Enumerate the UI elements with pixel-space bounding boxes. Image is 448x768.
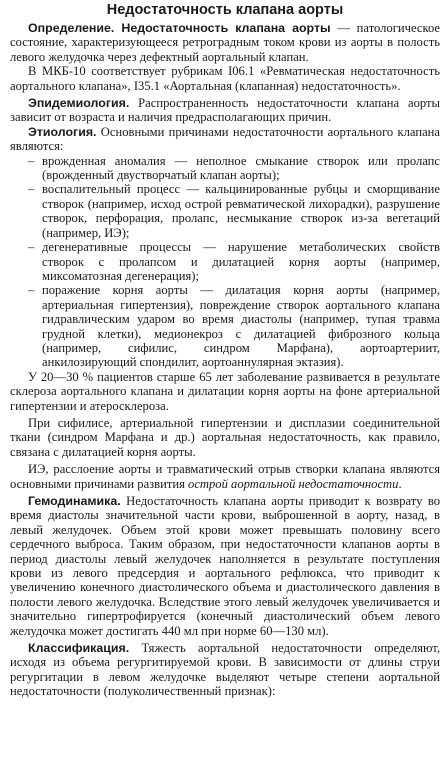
list-dash: – <box>28 153 35 168</box>
acute-text: ИЭ, расслоение аорты и травматический отрыв створки клапана являются основными причинами развития <box>10 462 440 491</box>
classification-label: Классификация. <box>28 641 130 656</box>
page-title: Недостаточность клапана аорты <box>106 2 344 18</box>
syphilis-paragraph: При сифилисе, артериальной гипертензии и дисплазии соединительной ткани (синдром Марфана и др.) аортальная недостаточность, как правило, связана с дилатацией корня аорты. <box>10 415 440 459</box>
list-dash: – <box>28 182 35 197</box>
definition-text: — патологическое состояние, характеризующееся ретроградным током крови из аорты в полость левого желудочка через дефектный аортальный клапан. <box>10 21 440 64</box>
definition-paragraph <box>10 21 440 64</box>
etiology-text: Основными причинами недостаточности аортального клапана являются: <box>10 124 440 154</box>
list-dash: – <box>28 283 35 298</box>
list-item-text: воспалительный процесс — кальцинированные рубцы и сморщивание створок (например, исход острой ревматической лихорадки), разрушение створок, перфорация, пролапс, несмыкание створок из-за вегетаций (например, ИЭ); <box>42 182 440 240</box>
list-item <box>10 283 440 369</box>
age-paragraph: У 20—30 % пациентов старше 65 лет заболевание развивается в результате склероза аортального клапана и дилатации корня аорты на фоне артериальной гипертензии и атеросклероза. <box>10 369 440 413</box>
list-item <box>10 240 440 283</box>
etiology-label: Этиология. <box>28 124 97 139</box>
list-item-text: дегенеративные процессы — нарушение метаболических свойств створок с пролапсом и дилатацией корня аорты (например, миксоматозная дегенерация); <box>42 240 440 283</box>
list-item-text: поражение корня аорты — дилатация корня аорты (например, артериальная гипертензия), повреждение створок аортального клапана гидравлическим ударом во время диастолы (например, тупая травма грудной клетки), медионекроз с дилатацией фиброзного кольца (например, сифилис, синдром Марфана), аортоартериит, анкилозирующий спондилит, аортоаннулярная эктазия). <box>42 283 440 370</box>
list-item <box>10 182 440 240</box>
epidemiology-label: Эпидемиология. <box>28 96 130 111</box>
classification-text: Тяжесть аортальной недостаточности определяют, исходя из объема регургитируемой крови. В зависимости от длины струи регургитации в левом желудочке выделяют четыре степени аортальной недостаточности (полуколичественный признак): <box>10 641 440 699</box>
classification-paragraph <box>10 641 440 699</box>
acute-term: острой аортальной недостаточности <box>188 476 399 491</box>
list-dash: – <box>28 240 35 255</box>
list-item-text: врожденная аномалия — неполное смыкание створок или пролапс (врожденный двустворчатый клапан аорты); <box>42 153 440 183</box>
etiology-paragraph <box>10 125 440 154</box>
acute-paragraph <box>10 462 440 491</box>
list-item <box>10 154 440 183</box>
hemodynamics-text: Недостаточность клапана аорты приводит к возврату во время диастолы значительной части крови, выброшенной в аорту, назад, в левый желудочек. Объем этой крови может превышать половину всего сердечного выброса. Таким образом, при недостаточности клапанов аорты в период диастолы левый желудочек наполняется в результате поступления крови из левого предсердия и аортального рефлюкса, что приводит к увеличению конечного диастолического объема и диастолического давления в полости левого желудочка. Вследствие этого левый желудочек увеличивается и значительно гипертрофируется (конечный диастолический объем левого желудочка может достигать 440 мл при норме 60—130 мл). <box>10 494 440 638</box>
epidemiology-text: Распространенность недостаточности клапана аорты зависит от возраста и наличия предрасполагающих причин. <box>10 96 440 125</box>
etiology-list <box>10 154 440 370</box>
definition-label: Определение. Недостаточность клапана аорты <box>28 21 331 35</box>
hemodynamics-label: Гемодинамика. <box>28 494 121 508</box>
acute-end: . <box>398 476 402 491</box>
mkb-paragraph: В МКБ-10 соответствует рубрикам I06.1 «Ревматическая недостаточность аортального клапана», I35.1 «Аортальная (клапанная) недостаточность». <box>10 64 440 93</box>
hemodynamics-paragraph <box>10 494 440 638</box>
epidemiology-paragraph <box>10 96 440 125</box>
